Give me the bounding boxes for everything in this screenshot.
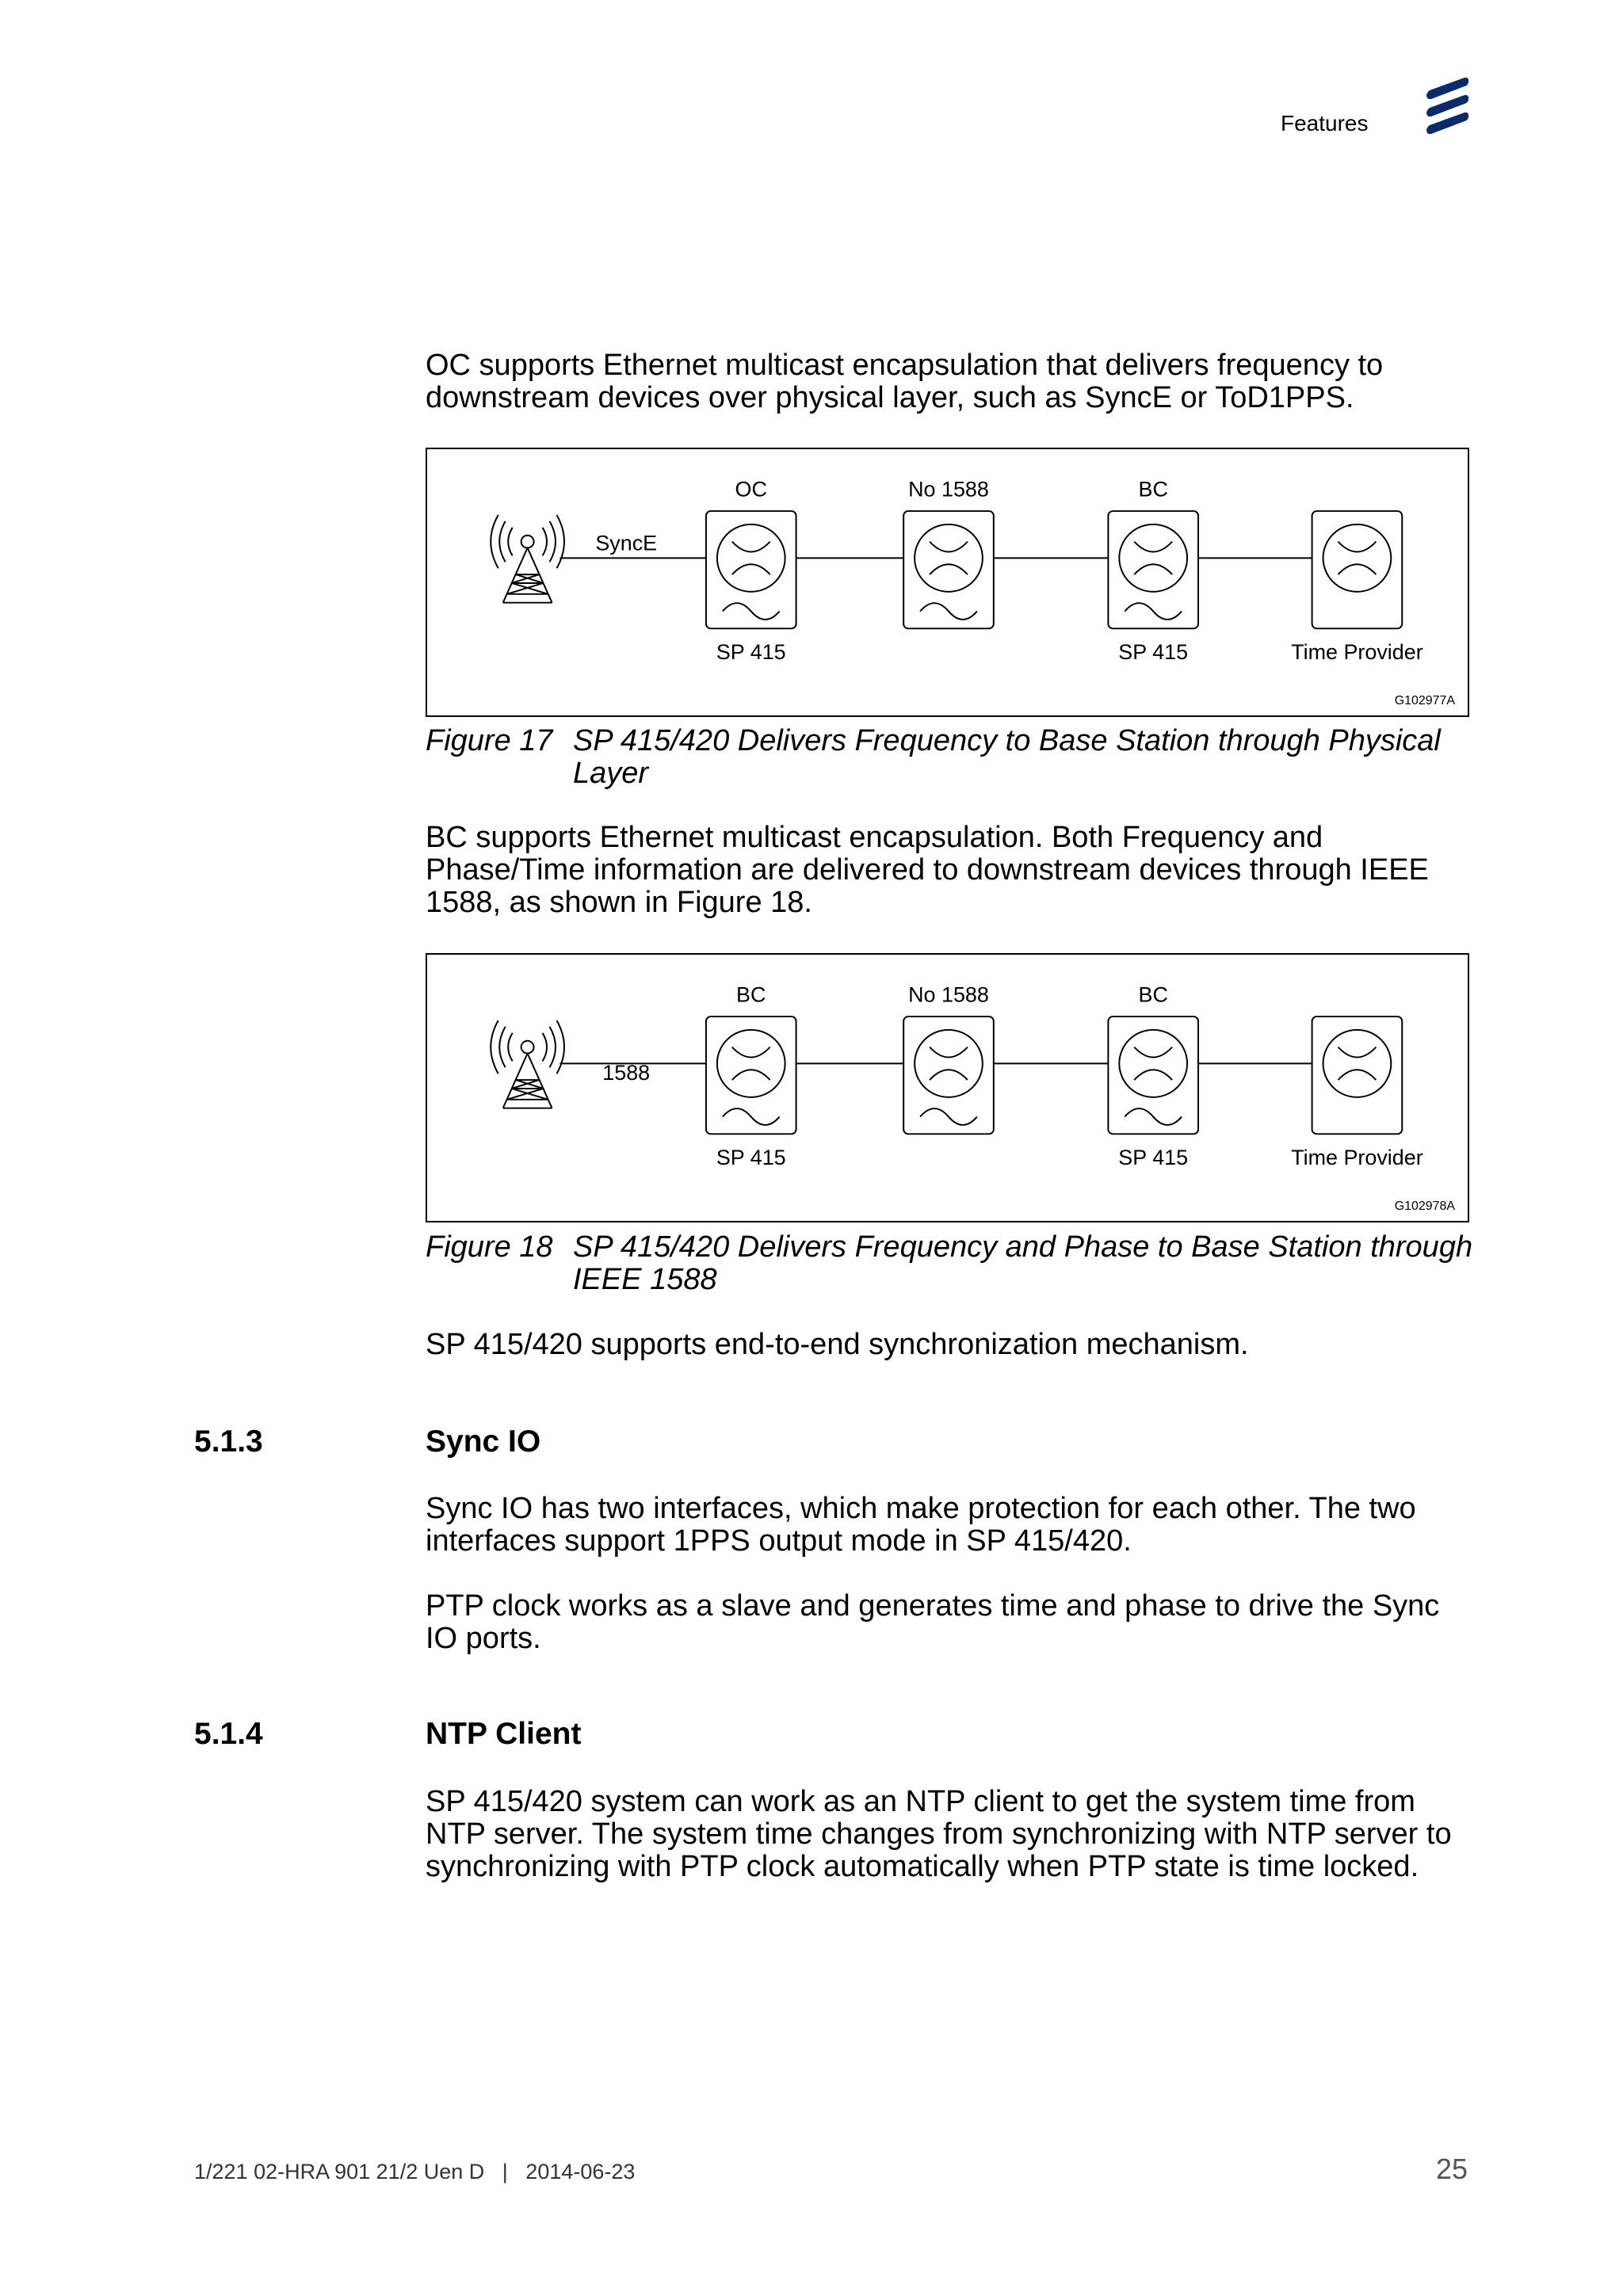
- ericsson-logo-icon: [1425, 76, 1471, 135]
- footer-date: 2014-06-23: [525, 2160, 636, 2183]
- page-number: 25: [1435, 2153, 1468, 2185]
- fig17-top-label: BC: [1138, 477, 1168, 502]
- antenna-tower-icon: [491, 1020, 564, 1108]
- section-number: 5.1.4: [194, 1717, 263, 1751]
- figure-17-caption: [426, 725, 1472, 791]
- section-title-ntp-client: NTP Client: [426, 1717, 582, 1751]
- fig18-code: G102978A: [1394, 1199, 1456, 1214]
- device-bc-second: [1108, 1016, 1198, 1134]
- fig17-link-label: SyncE: [595, 531, 658, 555]
- paragraph-ntp-client: SP 415/420 system can work as an NTP client to get the system time from NTP server. The system time changes from synchronizing with NTP server to synchronizing with PTP clock automatically when PTP state is time locked.: [426, 1785, 1452, 1883]
- device-time-provider: [1312, 1016, 1403, 1134]
- fig17-top-label: OC: [735, 477, 767, 502]
- fig17-bottom-label: Time Provider: [1291, 639, 1423, 664]
- figure-18-title: SP 415/420 Delivers Frequency and Phase to Base Station through IEEE 1588: [573, 1230, 1473, 1296]
- footer-doc-info: [194, 2160, 635, 2183]
- paragraph-bc-multicast: BC supports Ethernet multicast encapsulation. Both Frequency and Phase/Time information are delivered to downstream devices through IEEE 1588, as shown in Figure 18.: [426, 821, 1429, 919]
- figure-18-caption: [426, 1231, 1472, 1298]
- footer-separator: |: [502, 2160, 508, 2183]
- section-title-sync-io: Sync IO: [426, 1425, 541, 1459]
- fig17-code: G102977A: [1394, 694, 1456, 708]
- device-time-provider: [1312, 511, 1403, 628]
- paragraph-ptp-clock: PTP clock works as a slave and generates time and phase to drive the Sync IO ports.: [426, 1589, 1440, 1655]
- figure-17-title: SP 415/420 Delivers Frequency to Base Station through Physical Layer: [573, 724, 1441, 790]
- header-section-label: Features: [1281, 111, 1369, 135]
- paragraph-oc-multicast: OC supports Ethernet multicast encapsulation that delivers frequency to downstream devices over physical layer, such as SyncE or ToD1PPS.: [426, 349, 1384, 414]
- fig18-bottom-label: SP 415: [1118, 1145, 1189, 1169]
- figure-18-number: Figure 18: [426, 1230, 553, 1264]
- fig18-top-label: BC: [736, 982, 766, 1007]
- antenna-tower-icon: [491, 515, 564, 603]
- device-bc-first: [706, 1016, 796, 1134]
- section-number: 5.1.3: [194, 1425, 263, 1459]
- device-oc: [706, 511, 796, 628]
- figure-18-diagram: [426, 953, 1469, 1222]
- device-no-1588: [903, 1016, 994, 1134]
- fig18-top-label: No 1588: [908, 982, 989, 1007]
- paragraph-end-to-end: SP 415/420 supports end-to-end synchronization mechanism.: [426, 1328, 1249, 1361]
- fig18-link-label: 1588: [602, 1061, 651, 1085]
- footer-doc-id: 1/221 02-HRA 901 21/2 Uen D: [194, 2160, 485, 2183]
- device-bc: [1108, 511, 1198, 628]
- fig17-bottom-label: SP 415: [716, 639, 786, 664]
- figure-17-diagram: [426, 448, 1469, 717]
- fig18-top-label: BC: [1138, 982, 1168, 1007]
- paragraph-sync-io-interfaces: Sync IO has two interfaces, which make protection for each other. The two interfaces support 1PPS output mode in SP 415/420.: [426, 1492, 1416, 1558]
- figure-17-number: Figure 17: [426, 724, 553, 757]
- device-no-1588: [903, 511, 994, 628]
- fig17-bottom-label: SP 415: [1118, 639, 1189, 664]
- fig17-top-label: No 1588: [908, 477, 989, 502]
- fig18-bottom-label: Time Provider: [1291, 1145, 1423, 1169]
- fig18-bottom-label: SP 415: [716, 1145, 786, 1169]
